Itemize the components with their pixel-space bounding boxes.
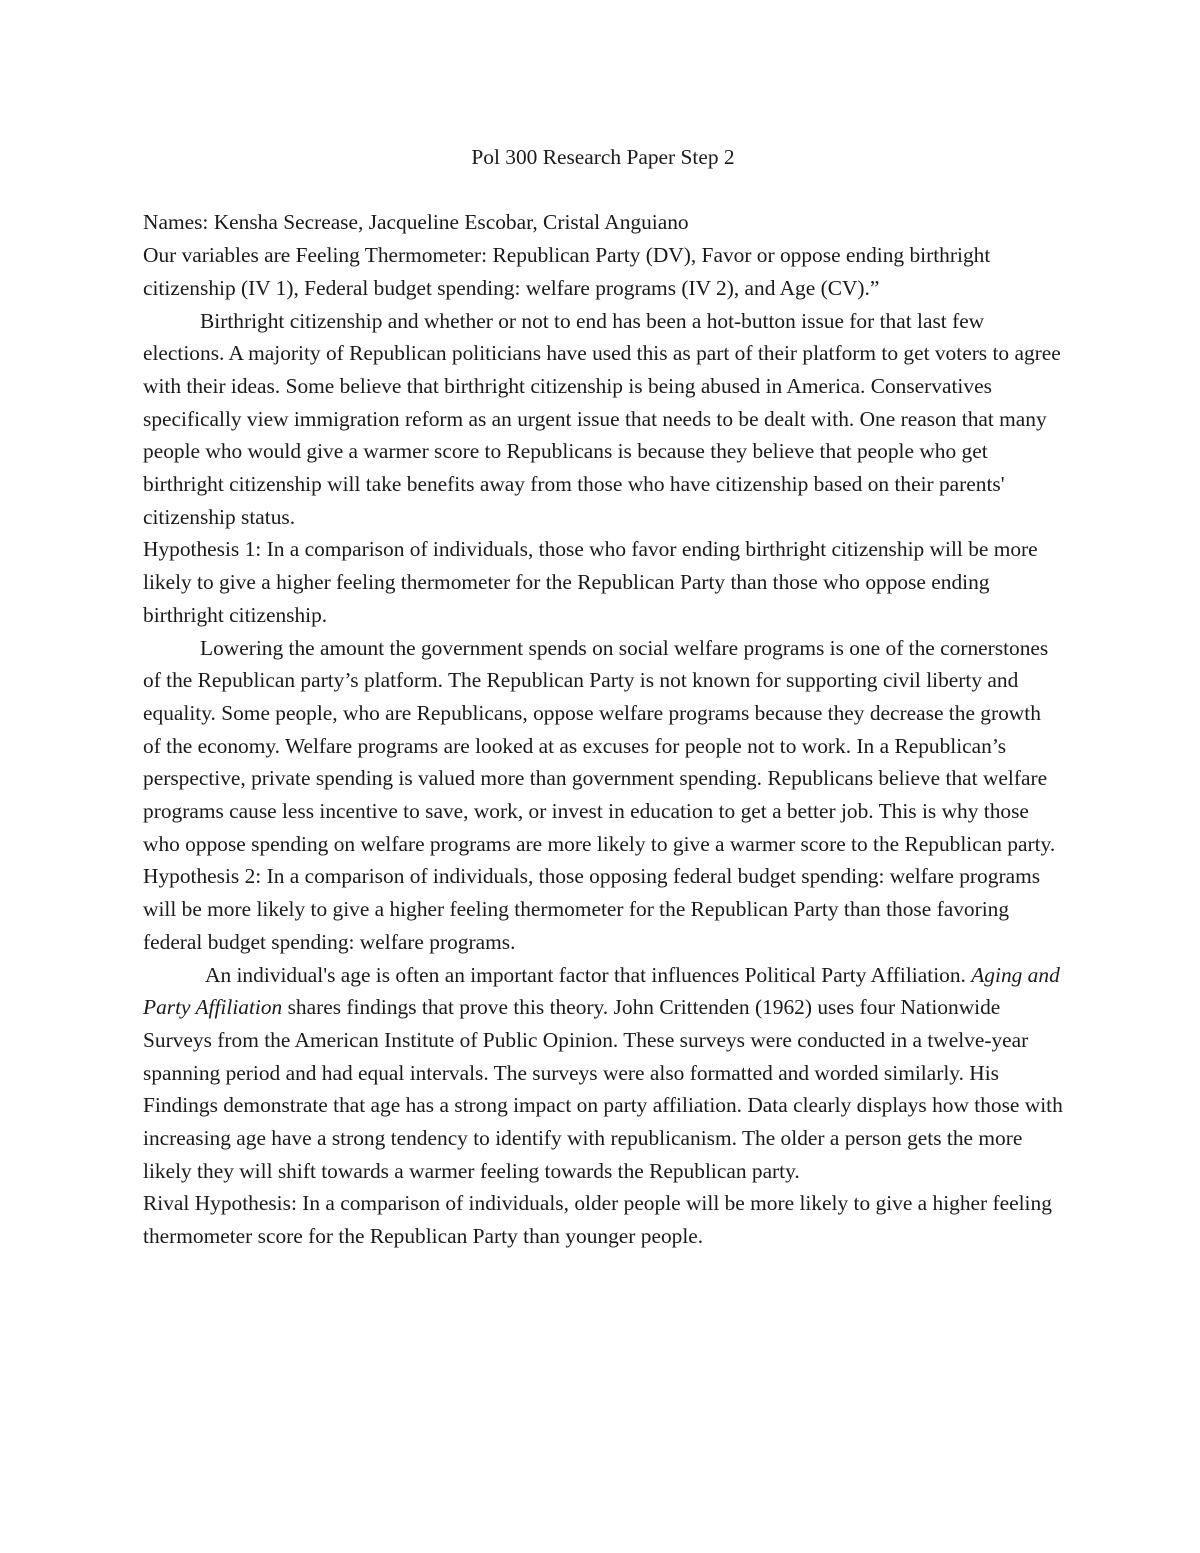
- author-names: Names: Kensha Secrease, Jacqueline Escobar, Cristal Anguiano: [143, 210, 689, 235]
- paragraph-age: [143, 959, 1063, 1188]
- document-title: Pol 300 Research Paper Step 2: [471, 145, 735, 169]
- hypothesis-1: Hypothesis 1: In a comparison of individuals, those who favor ending birthright citizenship will be more likely to give a higher feeling thermometer for the Republican Party than those who oppose ending birthright citizenship.: [143, 537, 1038, 627]
- rival-hypothesis: Rival Hypothesis: In a comparison of individuals, older people will be more likely to give a higher feeling thermometer score for the Republican Party than younger people.: [143, 1191, 1052, 1249]
- hypothesis-2: Hypothesis 2: In a comparison of individuals, those opposing federal budget spending: welfare programs will be more likely to give a higher feeling thermometer for the Republican Party than those favoring federal budget spending: welfare programs.: [143, 864, 1041, 954]
- paragraph-age-body: shares findings that prove this theory. John Crittenden (1962) uses four Nationwide Surveys from the American Institute of Public Opinion. These surveys were conducted in a twelve-year spanning period and had equal intervals. The surveys were also formatted and worded similarly. His Findings demonstrate that age has a strong impact on party affiliation. Data clearly displays how those with increasing age have a strong tendency to identify with republicanism. The older a person gets the more likely they will shift towards a warmer feeling towards the Republican party.: [143, 995, 1063, 1183]
- document-body: [143, 141, 1063, 1253]
- paragraph-welfare-spending: Lowering the amount the government spends on social welfare programs is one of the cornerstones of the Republican party’s platform. The Republican Party is not known for supporting civil liberty and equality. Some people, who are Republicans, oppose welfare programs because they decrease the growth of the economy. Welfare programs are looked at as excuses for people not to work. In a Republican’s perspective, private spending is valued more than government spending. Republicans believe that welfare programs cause less incentive to save, work, or invest in education to get a better job. This is why those who oppose spending on welfare programs are more likely to give a warmer score to the Republican party.: [143, 635, 1056, 856]
- variables-statement: Our variables are Feeling Thermometer: Republican Party (DV), Favor or oppose ending birthright citizenship (IV 1), Federal budget spending: welfare programs (IV 2), and Age (CV).”: [143, 243, 991, 300]
- paragraph-birthright-citizenship: Birthright citizenship and whether or not to end has been a hot-button issue for that last few elections. A majority of Republican politicians have used this as part of their platform to get voters to agree with their ideas. Some believe that birthright citizenship is being abused in America. Conservatives specifically view immigration reform as an urgent issue that needs to be dealt with. One reason that many people who would give a warmer score to Republicans is because they believe that people who get birthright citizenship will take benefits away from those who have citizenship based on their parents' citizenship status.: [143, 308, 1061, 529]
- cited-work-title: Aging and Party Affiliation: [143, 962, 1060, 1020]
- paragraph-age-lead: An individual's age is often an important factor that influences Political Party Affiliation.: [205, 962, 966, 987]
